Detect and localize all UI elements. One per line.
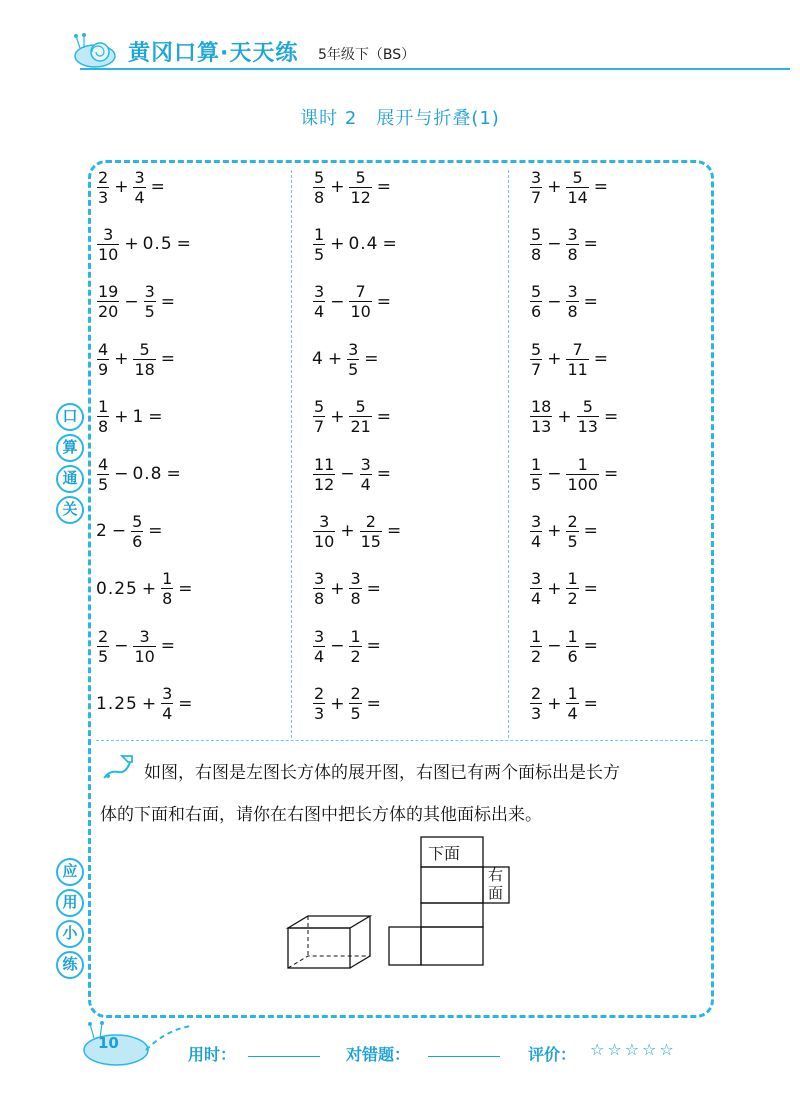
denominator: 8: [162, 589, 173, 609]
number: 2: [96, 521, 108, 542]
side-label-char: 关: [56, 496, 84, 524]
operator: +: [114, 177, 129, 197]
denominator: 4: [162, 704, 173, 724]
numerator: 3: [134, 167, 145, 187]
fraction: [131, 512, 143, 551]
operator: −: [114, 636, 129, 657]
denominator: 2: [531, 646, 542, 666]
denominator: 8: [567, 302, 578, 322]
numerator: 19: [98, 282, 119, 302]
numerator: 2: [531, 684, 542, 704]
numerator: 7: [572, 339, 583, 359]
arithmetic-problem: [529, 162, 612, 212]
denominator: 100: [567, 474, 598, 494]
numerator: 3: [350, 569, 361, 589]
fraction: [313, 397, 325, 436]
denominator: 8: [350, 589, 361, 609]
page-header: [0, 0, 800, 80]
operator: =: [593, 177, 609, 197]
time-label: 用时：: [188, 1045, 237, 1064]
numerator: 5: [314, 397, 325, 417]
fraction: [566, 282, 578, 321]
fraction: [360, 455, 372, 494]
operator: =: [583, 636, 598, 657]
denominator: 9: [98, 359, 109, 379]
fraction: [97, 397, 109, 436]
denominator: 7: [531, 187, 542, 207]
operator: −: [547, 636, 562, 657]
application-question: [100, 752, 700, 836]
operator: =: [382, 234, 397, 255]
operator: =: [376, 291, 392, 312]
fraction: [313, 627, 325, 666]
arithmetic-problem: [312, 162, 395, 212]
denominator: 13: [531, 417, 552, 437]
arithmetic-problem: [529, 334, 612, 384]
fraction: [349, 282, 371, 321]
arithmetic-problem: [96, 679, 197, 729]
operator: =: [583, 521, 598, 542]
cuboid-figure: [280, 910, 380, 975]
side-label-char: 小: [56, 920, 84, 948]
denominator: 10: [98, 244, 119, 264]
operator: =: [160, 636, 176, 657]
arithmetic-problem: [312, 679, 385, 729]
fraction: [347, 340, 359, 379]
denominator: 3: [98, 187, 109, 207]
arithmetic-problem: [312, 219, 401, 269]
operator: +: [547, 177, 562, 197]
operator: +: [114, 406, 129, 427]
column-divider: [291, 170, 292, 738]
fraction: [530, 282, 542, 321]
errors-blank[interactable]: [428, 1056, 500, 1057]
section-divider: [96, 740, 708, 741]
operator: +: [547, 521, 562, 542]
denominator: 6: [132, 531, 143, 551]
numerator: 2: [314, 684, 325, 704]
side-label-char: 练: [56, 951, 84, 979]
operator: =: [178, 693, 193, 714]
denominator: 4: [531, 531, 542, 551]
operator: =: [376, 464, 392, 484]
fraction: [133, 627, 155, 666]
operator: =: [366, 693, 381, 714]
numerator: 3: [360, 454, 371, 474]
numerator: 5: [572, 167, 583, 187]
numerator: 1: [98, 397, 109, 417]
operator: −: [111, 521, 127, 542]
operator: +: [330, 406, 345, 427]
arithmetic-problem: [96, 277, 179, 327]
operator: =: [160, 291, 176, 312]
operator: =: [160, 349, 176, 370]
operator: =: [583, 578, 598, 599]
denominator: 4: [531, 589, 542, 609]
arithmetic-problem: [96, 334, 179, 384]
numerator: 1: [577, 454, 588, 474]
denominator: 2: [567, 589, 578, 609]
face-label-right-char: 面: [488, 884, 504, 902]
fraction: [530, 455, 542, 494]
fraction: [530, 512, 542, 551]
numerator: 7: [355, 282, 366, 302]
denominator: 6: [531, 302, 542, 322]
arithmetic-problem: [96, 621, 179, 671]
side-label-mental-math: [56, 403, 86, 527]
fraction: [530, 627, 542, 666]
fraction: [577, 397, 599, 436]
fraction: [566, 455, 599, 494]
numerator: 1: [531, 454, 542, 474]
denominator: 10: [350, 302, 371, 322]
numerator: 5: [355, 167, 366, 187]
operator: +: [557, 406, 572, 427]
operator: −: [547, 291, 562, 312]
fraction: [566, 168, 588, 207]
denominator: 4: [567, 704, 578, 724]
denominator: 8: [314, 589, 325, 609]
denominator: 3: [531, 704, 542, 724]
fraction: [566, 225, 578, 264]
operator: +: [327, 349, 343, 370]
numerator: 2: [365, 511, 376, 531]
denominator: 5: [98, 646, 109, 666]
numerator: 1: [162, 569, 173, 589]
denominator: 8: [314, 187, 325, 207]
fraction: [133, 340, 155, 379]
numerator: 5: [132, 511, 143, 531]
side-label-char: 算: [56, 434, 84, 462]
operator: =: [150, 177, 165, 197]
fraction: [566, 684, 578, 723]
snail-mascot-icon: [70, 30, 120, 70]
question-line: 体的下面和右面，请你在右图中把长方体的其他面标出来。: [100, 805, 542, 825]
denominator: 12: [314, 474, 335, 494]
denominator: 7: [314, 417, 325, 437]
denominator: 10: [314, 531, 335, 551]
arithmetic-problem: [529, 449, 622, 499]
operator: +: [330, 578, 345, 599]
rating-stars[interactable]: ☆☆☆☆☆: [590, 1040, 677, 1059]
fraction: [566, 627, 578, 666]
number: 0.8: [132, 464, 163, 484]
fraction: [530, 168, 542, 207]
denominator: 21: [350, 417, 371, 437]
fraction: [313, 512, 335, 551]
fraction: [349, 627, 361, 666]
operator: +: [547, 693, 562, 714]
face-label-bottom: 下面: [428, 844, 461, 863]
numerator: 2: [567, 511, 578, 531]
operator: +: [114, 349, 129, 370]
fraction: [313, 569, 325, 608]
numerator: 3: [531, 569, 542, 589]
denominator: 8: [567, 244, 578, 264]
page-number: 10: [98, 1034, 119, 1052]
fraction: [530, 225, 542, 264]
denominator: 5: [98, 474, 109, 494]
fraction: [97, 282, 119, 321]
fraction: [313, 455, 335, 494]
arithmetic-problem: [96, 506, 167, 556]
arithmetic-problem: [529, 392, 622, 442]
numerator: 3: [314, 626, 325, 646]
operator: =: [603, 464, 619, 484]
operator: =: [166, 464, 181, 484]
header-divider: [80, 68, 790, 70]
grade-label: 5年级下（BS）: [318, 47, 416, 63]
numerator: 1: [567, 684, 578, 704]
numerator: 11: [314, 454, 335, 474]
number: 0.25: [96, 578, 138, 599]
operator: +: [124, 234, 139, 255]
question-line: 如图，右图是左图长方体的展开图，右图已有两个面标出是长方: [144, 763, 620, 783]
operator: +: [547, 578, 562, 599]
operator: =: [583, 234, 598, 255]
arithmetic-problem: [96, 564, 197, 614]
fraction: [530, 397, 552, 436]
denominator: 14: [567, 187, 588, 207]
arithmetic-problem: [96, 219, 195, 269]
denominator: 11: [567, 359, 588, 379]
number: 1.25: [96, 693, 138, 714]
numerator: 3: [314, 282, 325, 302]
operator: =: [593, 349, 609, 370]
operator: −: [330, 636, 345, 657]
numerator: 5: [139, 339, 150, 359]
arithmetic-problem: [529, 506, 602, 556]
fraction: [349, 569, 361, 608]
arithmetic-problem: [312, 506, 405, 556]
numerator: 3: [567, 224, 578, 244]
numerator: 5: [531, 224, 542, 244]
operator: +: [547, 349, 562, 370]
numerator: 3: [531, 167, 542, 187]
denominator: 4: [134, 187, 145, 207]
numerator: 5: [582, 397, 593, 417]
column-divider: [508, 170, 509, 738]
fraction: [97, 340, 109, 379]
arithmetic-problem: [529, 219, 602, 269]
numerator: 2: [350, 684, 361, 704]
fraction: [161, 684, 173, 723]
fraction: [313, 225, 325, 264]
numerator: 3: [319, 511, 330, 531]
operator: =: [366, 636, 381, 657]
operator: =: [583, 291, 598, 312]
fraction: [133, 168, 145, 207]
face-label-right-char: 右: [488, 866, 504, 884]
numerator: 5: [355, 397, 366, 417]
operator: −: [547, 234, 562, 255]
fraction: [313, 168, 325, 207]
number: 0.5: [142, 234, 173, 255]
denominator: 12: [350, 187, 371, 207]
operator: +: [340, 521, 355, 542]
side-label-char: 应: [56, 858, 84, 886]
fraction: [97, 225, 119, 264]
footer-snail-icon: [76, 1020, 196, 1070]
denominator: 5: [144, 302, 155, 322]
operator: =: [386, 521, 402, 542]
denominator: 8: [531, 244, 542, 264]
arithmetic-problem: [529, 277, 602, 327]
time-blank[interactable]: [248, 1056, 320, 1057]
numerator: 1: [531, 626, 542, 646]
operator: =: [603, 406, 619, 427]
arithmetic-problem: [312, 449, 395, 499]
arithmetic-problem: [96, 449, 185, 499]
denominator: 20: [98, 302, 119, 322]
operator: −: [340, 464, 355, 484]
fraction: [360, 512, 382, 551]
numerator: 1: [314, 224, 325, 244]
arithmetic-problem: [529, 621, 602, 671]
denominator: 6: [567, 646, 578, 666]
denominator: 3: [314, 704, 325, 724]
denominator: 2: [350, 646, 361, 666]
fraction: [144, 282, 156, 321]
numerator: 1: [567, 569, 578, 589]
numerator: 3: [162, 684, 173, 704]
operator: −: [114, 464, 129, 484]
side-label-char: 用: [56, 889, 84, 917]
fraction: [566, 340, 588, 379]
numerator: 3: [144, 282, 155, 302]
fraction: [349, 397, 371, 436]
arithmetic-problem: [312, 621, 385, 671]
numerator: 18: [531, 397, 552, 417]
numerator: 2: [98, 167, 109, 187]
numerator: 3: [139, 626, 150, 646]
arithmetic-problem: [529, 679, 602, 729]
numerator: 3: [531, 511, 542, 531]
fraction: [566, 512, 578, 551]
numerator: 3: [103, 224, 114, 244]
operator: +: [330, 177, 345, 197]
operator: =: [364, 349, 379, 370]
denominator: 5: [314, 244, 325, 264]
brand-title: 黄冈口算·天天练: [128, 41, 299, 66]
denominator: 13: [577, 417, 598, 437]
rating-label: 评价：: [528, 1045, 577, 1064]
operator: =: [376, 177, 392, 197]
lesson-title: 课时 2 展开与折叠(1): [300, 108, 500, 129]
arithmetic-problem: [312, 334, 383, 384]
fraction: [349, 684, 361, 723]
operator: =: [376, 406, 392, 427]
number: 4: [312, 349, 324, 370]
fraction: [566, 569, 578, 608]
numerator: 4: [98, 454, 109, 474]
denominator: 4: [314, 646, 325, 666]
arithmetic-problem: [96, 392, 167, 442]
denominator: 7: [531, 359, 542, 379]
operator: +: [330, 693, 345, 714]
numerator: 3: [348, 339, 359, 359]
numerator: 3: [314, 569, 325, 589]
numerator: 2: [98, 626, 109, 646]
denominator: 10: [134, 646, 155, 666]
numerator: 5: [314, 167, 325, 187]
arithmetic-problem: [312, 392, 395, 442]
denominator: 8: [98, 417, 109, 437]
arithmetic-problem: [529, 564, 602, 614]
numerator: 5: [531, 339, 542, 359]
denominator: 5: [567, 531, 578, 551]
side-label-applied: [56, 858, 86, 982]
numerator: 1: [350, 626, 361, 646]
fraction: [530, 569, 542, 608]
numerator: 3: [567, 282, 578, 302]
operator: =: [583, 693, 598, 714]
arithmetic-problem: [312, 564, 385, 614]
fraction: [97, 455, 109, 494]
fraction: [97, 627, 109, 666]
operator: −: [124, 291, 139, 312]
numerator: 1: [567, 626, 578, 646]
operator: =: [178, 578, 193, 599]
fraction: [530, 340, 542, 379]
operator: −: [330, 291, 345, 312]
errors-label: 对错题：: [346, 1045, 411, 1064]
denominator: 5: [350, 704, 361, 724]
denominator: 15: [360, 531, 381, 551]
numerator: 4: [98, 339, 109, 359]
fraction: [313, 282, 325, 321]
denominator: 5: [531, 474, 542, 494]
number: 1: [132, 406, 145, 427]
arithmetic-problem: [96, 162, 169, 212]
fraction: [530, 684, 542, 723]
operator: +: [141, 693, 157, 714]
face-label-right: [488, 866, 503, 902]
operator: +: [330, 234, 345, 255]
arithmetic-problem: [312, 277, 395, 327]
operator: =: [366, 578, 381, 599]
operator: +: [141, 578, 157, 599]
operator: =: [148, 406, 163, 427]
number: 0.4: [348, 234, 379, 255]
denominator: 5: [348, 359, 359, 379]
side-label-char: 通: [56, 465, 84, 493]
numerator: 5: [531, 282, 542, 302]
fraction: [313, 684, 325, 723]
fraction: [349, 168, 371, 207]
denominator: 18: [134, 359, 155, 379]
denominator: 4: [360, 474, 371, 494]
fraction: [97, 168, 109, 207]
side-label-char: 口: [56, 403, 84, 431]
operator: =: [148, 521, 163, 542]
fraction: [161, 569, 173, 608]
operator: =: [176, 234, 191, 255]
operator: −: [547, 464, 562, 484]
denominator: 4: [314, 302, 325, 322]
